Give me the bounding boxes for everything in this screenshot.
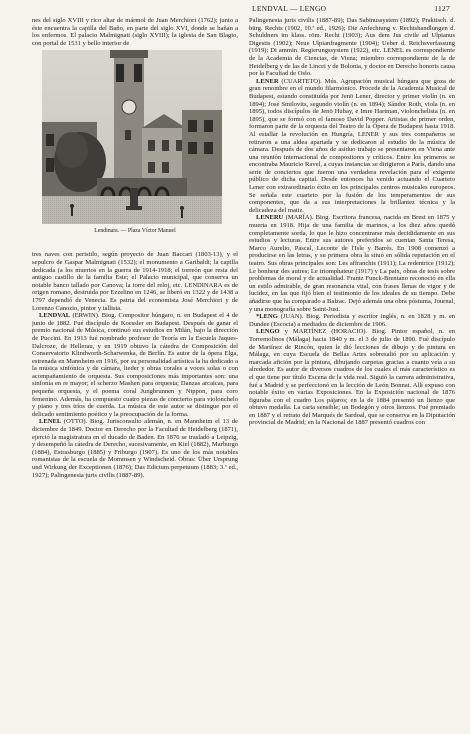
entry-headword: LENERU [256,214,284,222]
dictionary-entry [249,313,455,328]
entry-text: (OTTO). Biog. Jurisconsulto alemán, n. en Mannheim el 13 de diciembre de 1849. Doctor en Derecho por la Facultad de Heidelberg (1871), ejerció la magistratura en el ducado de Baden. En 1876 se trasladó a Leipzig, y desempeñó la cátedra de Derecho, sucesivamente, en Kiel (1882), Marburgo (1884), Estrasburgo (1885) y Friburgo (1907). Es uno de los más notables romanistas de la escuela de Mommsen y Windscheid. Obras: Über Ursprung und Wirkung der Exceptionen (1876); Das Edictum perpetuum (1883; 3.ª ed., 1927); Palingenesia juris civilis (1887-89). [32,418,238,479]
page-header [32,4,450,16]
entry-headword: LENGO [256,328,280,336]
entry-text: (MARÍA). Biog. Escritora francesa, nacida en Brest en 1875 y muerta en 1918. Hija de una familia de marinos, a los diez años quedó completamente sorda, lo que le hizo concentrarse más decididamente en sus estudios y lecturas. Entre sus autores preferidos se cuentan Santa Teresa, Marco Aurelio, Pascal, Leconte de l'Isle y Barrès. En 1908 comenzó a producirse en las letras, y su primera obra la situó en sólida reputación en el teatro. Sus obras principales son: Les affranchis (1911); La redentrice (1912); Le bonheur des autres; Le triomphateur (1917) y La paix, obras de tesis sobre problemas de moral y de actualidad. Frantz Funck-Brentano reconoció en ella un estilo admirable, de gran resonancia vital, con frases llenas de vigor y de lucidez, en las que fijó bien el testimonio de los ideales de su tiempo. Debe añadirse que ha comparado a Balzac. Dejó además una obra póstuma, Journal, y una monografía sobre Saint-Just. [249,214,455,313]
entry-headword: LENER [256,77,279,85]
dictionary-entry [32,312,238,418]
paragraph: nes del siglo XVIII y rico altar de mármol de Juan Merchiori (1762); junto a éste encuentra la capilla del Baño, en parte del siglo XVI, donde se bañan a los enfermos. El palacio Malmignati (siglo XVIII); la iglesia de San Blagio, con portal de 1531 y bello interior de [32,17,238,47]
running-head: LENDVAL — LENGO [252,4,327,13]
entry-text: (JUAN). Biog. Periodista y escritor inglés, n. en 1828 y m. en Dundee (Escocia) a mediados de diciembre de 1906. [249,313,455,328]
paragraph: tres naves con peristilo, según proyecto de Juan Baccari (1803-13), y el sepulcro de Gaspar Malmignati (1532); el monumento a Garibaldi; la capilla dedicada (a los muertos en la guerra de 1914-1918; el torreón que resta del antiguo castillo de la familia Este; el Palacio municipal, que conserva un notable banco tallado por Canova; la torre del reloj, etc. LENDINARA es de origen romano, destruida por Ezzelino en 1246, se liberó en 1322 y de 1438 a 1797 dependió de Venecia. Es patria del economista José Merchiori y de Lorenzo Canozio, pintor y tallista. [32,251,238,312]
dictionary-entry [32,418,238,479]
entry-headword: LENEL [39,418,62,426]
dictionary-entry [249,214,455,313]
paragraph: Palingenesia juris civilis (1887-89); Das Sabinussystem (1892); Praktisch. d. bürg. Rechts (1902, 10.ª ed., 1926); Die Anfechtung v. Rechtshandlungen d. Schuldners im klass. röm. Recht (1903); Aus dem Jus civile ad Ulpianus Digestis (1902); Neue Ulpianfragmente (1904); Ueber d. Reichsverfassung (1919); Di ammin. Regierungssystem (1922), etc. LENEL es correspondiente de la Academia de Ciencias, de Viena; miembro correspondiente de la de Heidelberg y de las de Lincei y de Bolonia, y doctor en Derecho honoris causa por la Facultad de Oslo. [249,17,455,78]
entry-headword: *LENG [256,313,278,321]
entry-headword: LENDVAL [39,312,71,320]
dictionary-entry [249,328,455,427]
entry-text: y MARTÍNEZ (HORACIO). Biog. Pintor español, n. en Torremolinos (Málaga) hacia 1840 y m. el 3 de julio de 1890. Fué discípulo de Martínez de Rincón, quien le dió lecciones de dibujo y de pintura en Málaga, en cuya Escuela de Bellas Artes sobresalió por su aplicación y marcada afición por la pintura, dibujando carpetas gracias a cuanto veía a su alrededor. Es autor de diversos cuadros de los cuales el más característico es el que tiene por título Escena de la vida real. Siguió la carrera administrativa, fué a Madrid y se perfeccionó en la lección de León Bonnat. Allí expuso con notable éxito en varias Exposiciones. En la Exposición nacional de 1876 figuraba con el cuadro Los pájaros; en la de 1884 presentó un lienzo que obtuvo medalla. La carta sensible; un Bodegón y otros lienzos. Fué premiado en 1887 y el retrato del Marqués de Sardoal, que se conserva en la Diputación provincial de Madrid; en la Nacional de 1887 presentó cuadros con [249,328,455,427]
left-column [32,17,238,729]
town-square-photo [42,50,222,224]
entry-text: (CUARTETO). Mús. Agrupación musical húngara que goza de gran renombre en el mundo filarmónico. Procede de la Academia Musical de Budapest, estando constituída por Jenö Lener, director y primer violín (n. en 1894); José Smilovits, segundo violín (n. en 1894); Sándor Roth, viola (n. en 1895), todos discípulos de Jenö Hubay, e Imre Hartman, violonchelista (n. en 1895), que se formó con el famoso David Popper. Artistas de primer orden, formaron parte de la orquesta del Teatro de la Ópera de Budapest hasta 1918. Al estallar la revolución en Hungría, LENER y sus tres compañeros se retiraron a una aldea apartada y se dedicaron al estudio de la música de cámara. Después de dos años de asiduo trabajo se presentaron en Viena ante una reunión internacional de compositores y críticos. Entre los primeros se encontraba Mauricio Ravel, a cuyas instancias se dirigieron a París, dando una serie de conciertos que fueron una verdadera revelación para el exigente público de dicha capital. Desde entonces ha venido actuando el Cuarteto Lener con extraordinario éxito en los principales centros musicales europeos. Se señala este cuarteto por la fusión de los temperamentos de sus componentes, que da a sus interpretaciones la brillantez técnica y la delicadeza del matiz. [249,77,455,214]
entry-text: (ERWIN). Biog. Compositor húngaro, n. en Budapest el 4 de junio de 1882. Fué discípulo de Koessler en Budapest. Después de ganar el premio nacional de Música, continuó sus estudios en Milán, bajo la dirección de Puccini. En 1913 fué nombrado profesor de Teoría en la Escuela Jaques-Dalcroze, de Hellerau, y en 1919 obtuvo la cátedra de Composición del Conservatorio Klindworth-Scharwenka, de Berlín. Es autor de la ópera Elga, estrenada en Mannheim en 1916, por su personalidad artística la ha dedicado a la música sinfónica y de cámara, lieder y obras corales a voces solas o con acompañamiento de orquesta. Sus composiciones más importantes son: una sinfonía en re mayor; el scherzo Mashen para orquesta; Danzas arcaicas, para pequeña orquesta, y el poema coral Jungbrunnen y Nippon, para coro femenino. Además, ha compuesto cuatro piezas de concierto para violonchelo y piano y tres tríos de cuerda. La música de este autor se distingue por el delicado sentimiento poético y la preocupación de la forma. [32,312,238,418]
dictionary-entry [249,78,455,215]
right-column [249,17,455,729]
figure-caption: Lendinara. — Plaza Víctor Manuel [94,228,176,235]
figure [32,50,238,249]
page-number: 1127 [434,4,450,13]
